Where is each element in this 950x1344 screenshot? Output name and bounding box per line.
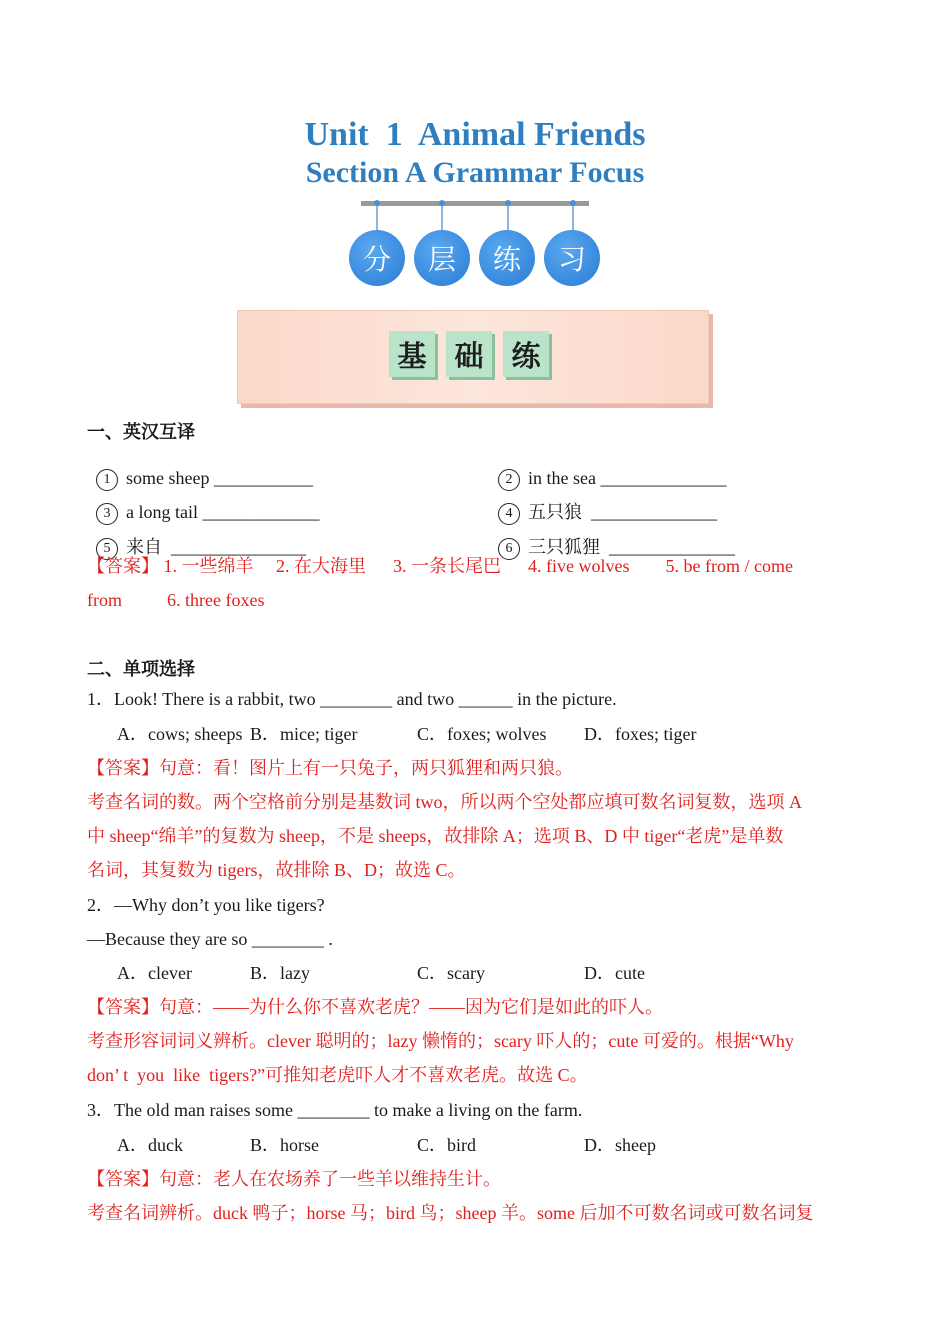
item-number: 6 xyxy=(498,538,520,560)
decor-dot xyxy=(505,200,511,206)
decor-dot xyxy=(570,200,576,206)
circle-lian: 练 xyxy=(479,230,535,286)
question-3-stem: 3．The old man raises some ________ to make a living on the farm. xyxy=(87,1100,583,1120)
q1-explain-1: 考查名词的数。两个空格前分别是基数词 two，所以两个空处都应填可数名词复数，选项 A xyxy=(87,792,802,812)
item-number: 3 xyxy=(96,503,118,525)
decor-connector xyxy=(376,204,378,232)
exercise-item-5 xyxy=(87,520,306,560)
banner-tile-chu: 础 xyxy=(446,331,492,377)
section1-answer-cont: from 6. three foxes xyxy=(87,590,265,610)
section-title: Section A Grammar Focus xyxy=(305,156,645,189)
decor-connector xyxy=(441,204,443,232)
q2-option-d: D．cute xyxy=(584,963,645,983)
q2-explain-1: 考查形容词词义辨析。clever 聪明的；lazy 懒惰的；scary 吓人的；cute 可爱的。根据“Why xyxy=(87,1031,794,1051)
question-2-stem: 2．—Why don’t you like tigers? xyxy=(87,895,325,915)
unit-title: Unit 1 Animal Friends xyxy=(304,116,646,153)
item-number: 4 xyxy=(498,503,520,525)
item-text: some sheep ___________ xyxy=(126,468,313,489)
exercise-item-3 xyxy=(87,485,319,525)
q1-explain-2: 中 sheep“绵羊”的复数为 sheep，不是 sheeps，故排除 A；选项 B、D 中 tiger“老虎”是单数 xyxy=(87,826,784,846)
section1-answer: 【答案】 1. 一些绵羊 2. 在大海里 3. 一条长尾巴 4. five wolves 5. be from / come xyxy=(87,556,793,576)
circle-xi: 习 xyxy=(544,230,600,286)
exercise-item-6 xyxy=(489,520,735,560)
q2-option-a: A．clever xyxy=(117,963,192,983)
circle-fen: 分 xyxy=(349,230,405,286)
item-number: 5 xyxy=(96,538,118,560)
question-2-stem-cont: —Because they are so ________ . xyxy=(87,929,333,949)
q1-option-b: B．mice; tiger xyxy=(250,724,358,744)
item-text: 五只狼 ______________ xyxy=(528,502,717,523)
q3-explain-1: 考查名词辨析。duck 鸭子；horse 马；bird 鸟；sheep 羊。some 后加不可数名词或可数名词复 xyxy=(87,1203,814,1223)
item-text: a long tail _____________ xyxy=(126,502,320,523)
q3-option-a: A．duck xyxy=(117,1135,183,1155)
q2-explain-2: don’ t you like tigers?”可推知老虎吓人才不喜欢老虎。故选 C。 xyxy=(87,1065,588,1085)
item-text: 三只狐狸 ______________ xyxy=(528,537,735,558)
decor-dot xyxy=(439,200,445,206)
banner-tile-lian: 练 xyxy=(503,331,549,377)
q1-option-c: C．foxes; wolves xyxy=(417,724,547,744)
item-text: in the sea ______________ xyxy=(528,468,727,489)
q2-option-b: B．lazy xyxy=(250,963,310,983)
item-number: 2 xyxy=(498,469,520,491)
question-1-stem: 1．Look! There is a rabbit, two ________ and two ______ in the picture. xyxy=(87,689,617,709)
decor-dot xyxy=(374,200,380,206)
decor-connector xyxy=(572,204,574,232)
decor-bar xyxy=(361,201,589,206)
q2-option-c: C．scary xyxy=(417,963,485,983)
item-text: 来自 _______________ xyxy=(126,537,306,558)
exercise-item-4 xyxy=(489,485,717,525)
banner-tile-ji: 基 xyxy=(389,331,435,377)
q1-explain-3: 名词，其复数为 tigers，故排除 B、D；故选 C。 xyxy=(87,860,466,880)
q3-option-c: C．bird xyxy=(417,1135,477,1155)
q3-option-d: D．sheep xyxy=(584,1135,656,1155)
decor-connector xyxy=(507,204,509,232)
q3-answer: 【答案】句意：老人在农场养了一些羊以维持生计。 xyxy=(87,1169,501,1189)
q3-option-b: B．horse xyxy=(250,1135,319,1155)
section1-heading: 一、英汉互译 xyxy=(87,422,195,443)
item-number: 1 xyxy=(96,469,118,491)
q1-option-a: A．cows; sheeps xyxy=(117,724,243,744)
circle-ceng: 层 xyxy=(414,230,470,286)
section2-heading: 二、单项选择 xyxy=(87,659,195,680)
q1-answer: 【答案】句意：看！图片上有一只兔子，两只狐狸和两只狼。 xyxy=(87,758,573,778)
q1-option-d: D．foxes; tiger xyxy=(584,724,697,744)
q2-answer: 【答案】句意：——为什么你不喜欢老虎？——因为它们是如此的吓人。 xyxy=(87,997,663,1017)
